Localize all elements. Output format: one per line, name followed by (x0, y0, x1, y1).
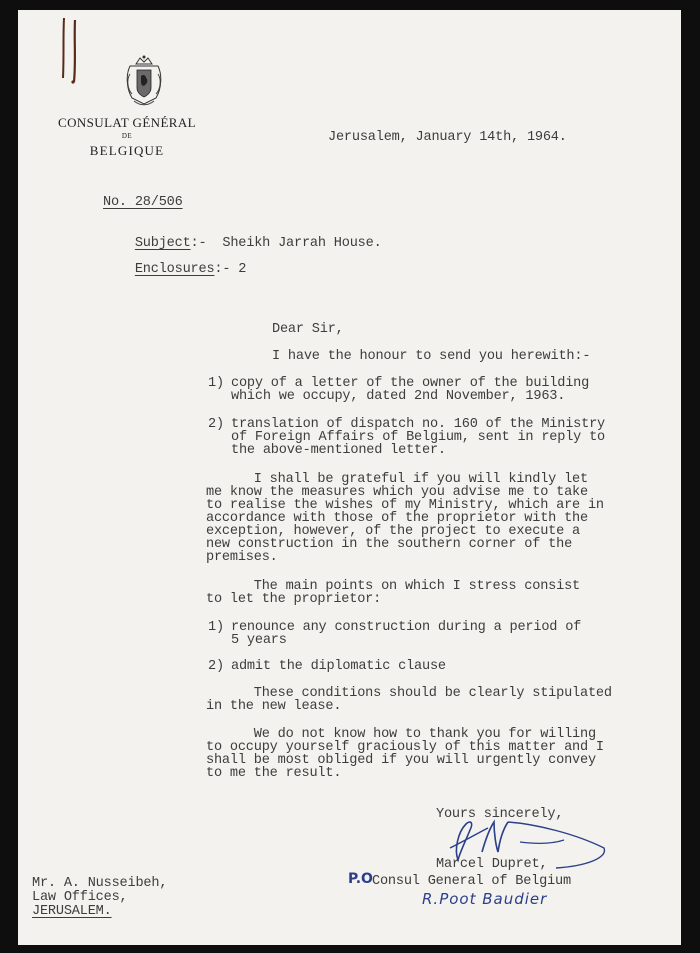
enclosure-item-2-line: of Foreign Affairs of Belgium, sent in reply to (231, 430, 606, 445)
enclosure-item-1-line: which we occupy, dated 2nd November, 1963. (231, 389, 566, 404)
closing: Yours sincerely, (436, 807, 564, 822)
paragraph-line: new construction in the southern corner of the (206, 537, 573, 552)
paragraph-line: in the new lease. (206, 699, 342, 714)
signatory-prefix-handwritten: P.O (348, 871, 373, 887)
recipient-city: JERUSALEM. (32, 904, 112, 919)
enclosures-line (103, 250, 246, 289)
intro-line: I have the honour to send you herewith:- (272, 349, 591, 364)
paragraph-line: I shall be grateful if you will kindly let (206, 472, 588, 487)
salutation: Dear Sir, (272, 322, 344, 337)
signatory-handwritten-name: R.Poot Baudier (422, 890, 548, 908)
letter-date: Jerusalem, January 14th, 1964. (328, 130, 567, 145)
paragraph-line: to let the proprietor: (206, 592, 382, 607)
point-2-line: admit the diplomatic clause (231, 659, 446, 674)
enclosure-item-1 (231, 377, 589, 403)
enclosure-item-2-number: 2) (208, 417, 224, 432)
letterhead-line-3: BELGIQUE (89, 143, 165, 158)
letter-page (18, 10, 681, 945)
reference-number: No. 28/506 (103, 195, 183, 210)
paragraph-line: premises. (206, 550, 278, 565)
enclosure-item-1-number: 1) (208, 376, 224, 391)
paragraph-line: to realise the wishes of my Ministry, which are in (206, 498, 604, 513)
ink-marks (58, 16, 88, 86)
paragraph-line: accordance with those of the proprietor with the (206, 511, 588, 526)
paragraph-line: to occupy yourself graciously of this matter and I (206, 740, 604, 755)
point-1 (231, 621, 581, 647)
paragraph-line: to me the result. (206, 766, 342, 781)
enclosure-item-2-line: translation of dispatch no. 160 of the Ministry (231, 417, 606, 432)
signatory-name: Marcel Dupret, (436, 857, 548, 872)
subject-label: Subject (134, 236, 191, 251)
recipient-office: Law Offices, (32, 890, 128, 905)
point-1-number: 1) (208, 620, 224, 635)
paragraph-2 (206, 580, 580, 606)
point-2-number: 2) (208, 659, 224, 674)
point-1-line: renounce any construction during a period of (231, 620, 582, 635)
paragraph-line: shall be most obliged if you will urgently convey (206, 753, 596, 768)
point-1-line: 5 years (231, 633, 287, 648)
paragraph-1 (206, 473, 604, 564)
paragraph-line: me know the measures which you advise me to take (206, 485, 588, 500)
paragraph-3 (206, 687, 612, 713)
enclosures-text: :- 2 (214, 262, 247, 277)
subject-text: :- Sheikh Jarrah House. (190, 236, 382, 251)
paragraph-line: We do not know how to thank you for willing (206, 727, 596, 742)
paragraph-line: These conditions should be clearly stipulated (206, 686, 612, 701)
paragraph-line: exception, however, of the project to execute a (206, 524, 581, 539)
letterhead-line-2: DE (121, 132, 133, 140)
enclosures-label: Enclosures (134, 262, 215, 277)
paragraph-line: The main points on which I stress consist (206, 579, 581, 594)
recipient-name: Mr. A. Nusseibeh, (32, 876, 168, 891)
belgian-coat-of-arms-icon (122, 54, 166, 108)
enclosure-item-2 (231, 418, 605, 457)
paragraph-4 (206, 728, 604, 780)
point-2 (231, 660, 446, 673)
signatory-title: Consul General of Belgium (372, 874, 571, 889)
enclosure-item-1-line: copy of a letter of the owner of the building (231, 376, 590, 391)
enclosure-item-2-line: the above-mentioned letter. (231, 443, 446, 458)
letterhead-line-1: CONSULAT GÉNÉRAL (58, 115, 196, 130)
